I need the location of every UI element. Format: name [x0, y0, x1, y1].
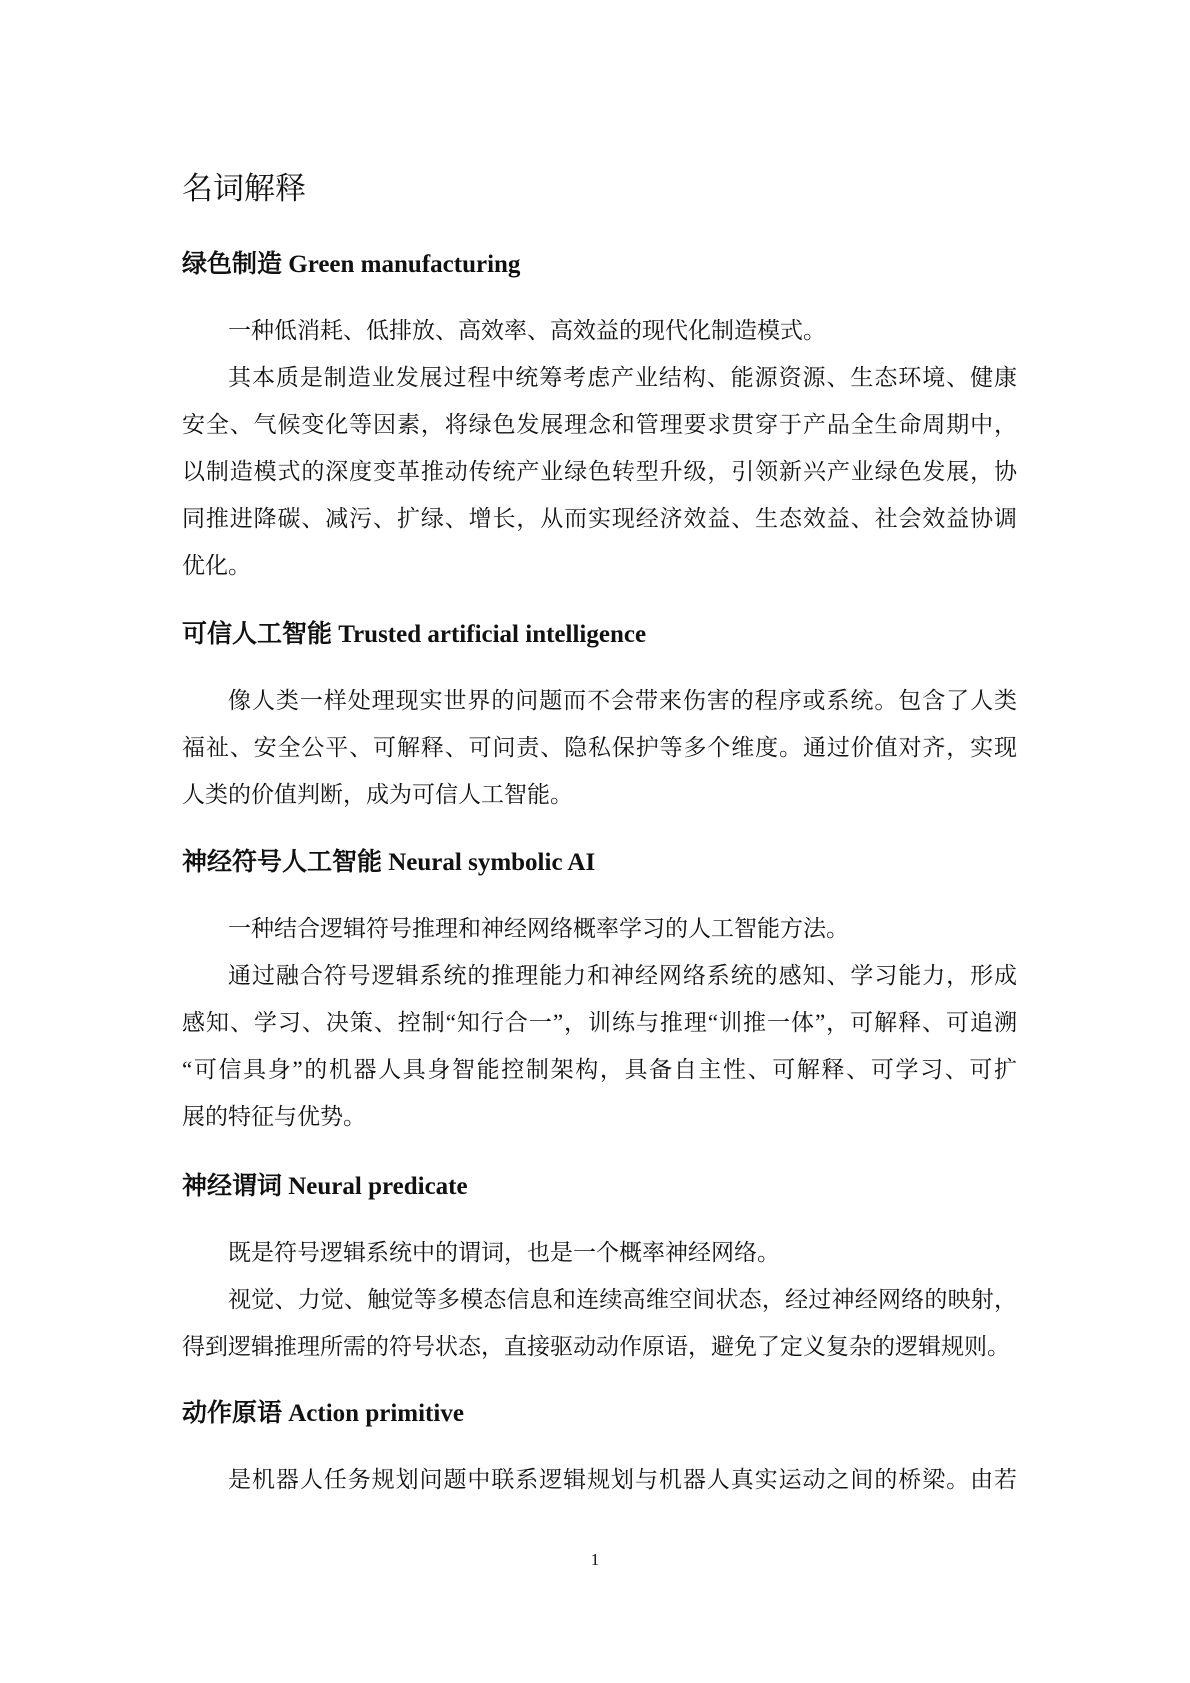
page-number: 1	[590, 1550, 600, 1569]
text-line: 一种结合逻辑符号推理和神经网络概率学习的人工智能方法。	[228, 916, 849, 941]
term-heading-green-manufacturing: 绿色制造 Green manufacturing	[182, 251, 521, 278]
text-line: 通过融合符号逻辑系统的推理能力和神经网络系统的感知、学习能力，形成	[228, 963, 1017, 988]
text-line: “可信具身”的机器人具身智能控制架构，具备自主性、可解释、可学习、可扩	[182, 1057, 1017, 1082]
text-line: 福祉、安全公平、可解释、可问责、隐私保护等多个维度。通过价值对齐，实现	[182, 735, 1017, 760]
paragraph	[182, 677, 1017, 818]
paragraph	[182, 1456, 1017, 1503]
text-line: 是机器人任务规划问题中联系逻辑规划与机器人真实运动之间的桥梁。由若	[228, 1467, 1017, 1492]
term-heading-neural-symbolic-ai: 神经符号人工智能 Neural symbolic AI	[182, 849, 596, 876]
paragraph	[182, 1229, 1017, 1370]
paragraph	[182, 307, 1017, 589]
text-line: 得到逻辑推理所需的符号状态，直接驱动动作原语，避免了定义复杂的逻辑规则。	[182, 1334, 1010, 1359]
text-line: 感知、学习、决策、控制“知行合一”，训练与推理“训推一体”，可解释、可追溯	[182, 1010, 1017, 1035]
page-title: 名词解释	[182, 171, 306, 206]
text-line: 像人类一样处理现实世界的问题而不会带来伤害的程序或系统。包含了人类	[228, 688, 1017, 713]
term-heading-action-primitive: 动作原语 Action primitive	[182, 1400, 464, 1427]
text-line: 既是符号逻辑系统中的谓词，也是一个概率神经网络。	[228, 1240, 780, 1265]
paragraph	[182, 905, 1017, 1140]
text-line: 一种低消耗、低排放、高效率、高效益的现代化制造模式。	[228, 318, 826, 343]
term-heading-trusted-ai: 可信人工智能 Trusted artificial intelligence	[182, 621, 647, 648]
text-line: 其本质是制造业发展过程中统筹考虑产业结构、能源资源、生态环境、健康	[228, 365, 1017, 390]
text-line: 人类的价值判断，成为可信人工智能。	[182, 782, 573, 807]
text-line: 优化。	[182, 553, 251, 578]
text-line: 同推进降碳、减污、扩绿、增长，从而实现经济效益、生态效益、社会效益协调	[182, 506, 1017, 531]
term-heading-neural-predicate: 神经谓词 Neural predicate	[182, 1173, 468, 1200]
text-line: 视觉、力觉、触觉等多模态信息和连续高维空间状态，经过神经网络的映射，	[228, 1287, 1017, 1312]
text-line: 安全、气候变化等因素，将绿色发展理念和管理要求贯穿于产品全生命周期中，	[182, 412, 1017, 437]
text-line: 以制造模式的深度变革推动传统产业绿色转型升级，引领新兴产业绿色发展，协	[182, 459, 1017, 484]
text-line: 展的特征与优势。	[182, 1104, 366, 1129]
